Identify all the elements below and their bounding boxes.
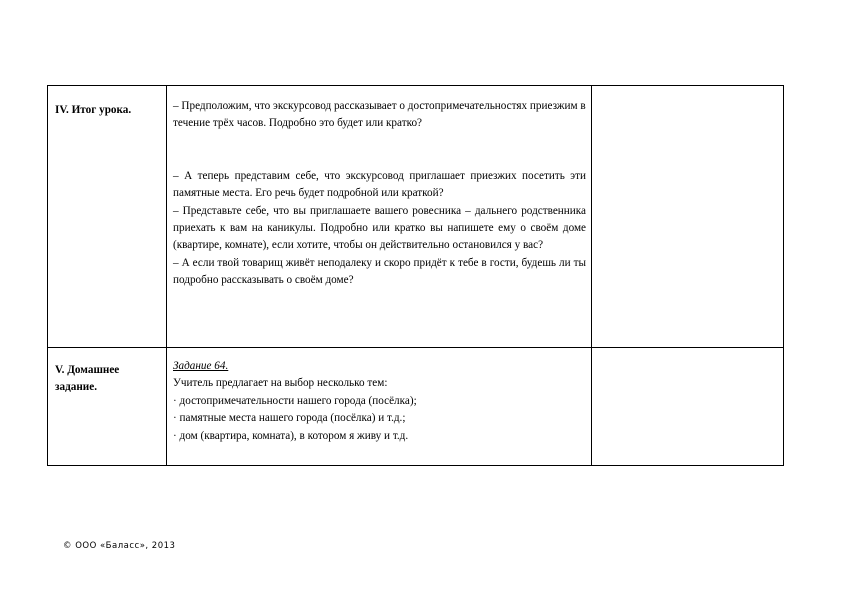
copyright-footer: © ООО «Баласс», 2013: [63, 541, 176, 551]
summary-question-4: – А если твой товарищ живёт неподалеку и скоро придёт к тебе в гости, будешь ли ты подробно рассказывать о своём доме?: [173, 256, 586, 287]
lesson-plan-table: [47, 85, 784, 466]
table-row-summary: [48, 86, 784, 348]
stage-label-summary: IV. Итог урока.: [55, 104, 132, 116]
stage-label-homework: V. Домашнее задание.: [55, 364, 120, 394]
stage-cell-homework: [48, 348, 167, 466]
notes-cell-summary: [592, 86, 784, 348]
content-cell-summary: [167, 86, 592, 348]
summary-question-1: – Предположим, что экскурсовод рассказывает о достопримечательностях приезжим в течение трёх часов. Подробно это будет или кратко?: [173, 100, 586, 130]
table-row-homework: [48, 348, 784, 466]
summary-question-3: – Представьте себе, что вы приглашаете вашего ровесника – дальнего родственника приехать к вам на каникулы. Подробно или кратко вы напишете ему о своём доме (квартире, комнате), если хотите, чтобы он действительно остановился у вас?: [173, 204, 586, 252]
homework-topic-3: · дом (квартира, комната), в котором я живу и т.д.: [173, 429, 409, 442]
task-title: Задание 64.: [173, 360, 229, 372]
homework-topic-1: · достопримечательности нашего города (посёлка);: [173, 394, 417, 407]
stage-cell-summary: [48, 86, 167, 348]
paragraph-gap: [173, 133, 586, 168]
notes-cell-homework: [592, 348, 784, 466]
summary-question-2: – А теперь представим себе, что экскурсовод приглашает приезжих посетить эти памятные места. Его речь будет подробной или краткой?: [173, 169, 586, 200]
content-cell-homework: [167, 348, 592, 466]
homework-intro: Учитель предлагает на выбор несколько тем:: [173, 377, 388, 390]
homework-topic-2: · памятные места нашего города (посёлка) и т.д.;: [173, 412, 406, 425]
